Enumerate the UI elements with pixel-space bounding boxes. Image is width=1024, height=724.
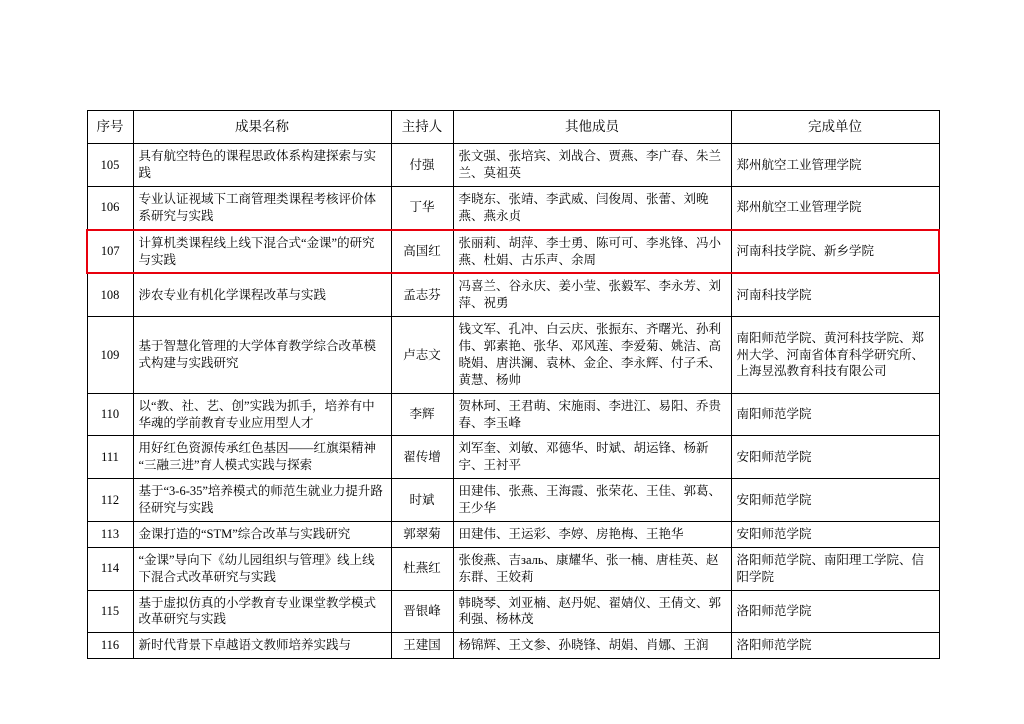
- cell-host: 郭翠菊: [391, 521, 453, 547]
- cell-members: 张俊燕、吉заль、康耀华、张一楠、唐桂英、赵东群、王姣莉: [453, 547, 731, 590]
- cell-host: 王建国: [391, 633, 453, 659]
- cell-no: 116: [87, 633, 133, 659]
- cell-members: 韩晓琴、刘亚楠、赵丹妮、翟婧仪、王倩文、郭利强、杨林茂: [453, 590, 731, 633]
- column-header-members: 其他成员: [453, 111, 731, 144]
- cell-unit: 河南科技学院、新乡学院: [731, 230, 939, 274]
- cell-no: 114: [87, 547, 133, 590]
- cell-host: 翟传增: [391, 436, 453, 479]
- cell-unit: 郑州航空工业管理学院: [731, 144, 939, 187]
- cell-unit: 洛阳师范学院、南阳理工学院、信阳学院: [731, 547, 939, 590]
- cell-no: 106: [87, 186, 133, 229]
- cell-name: 用好红色资源传承红色基因——红旗渠精神“三融三进”育人模式实践与探索: [133, 436, 391, 479]
- cell-no: 112: [87, 479, 133, 522]
- cell-host: 时斌: [391, 479, 453, 522]
- cell-name: 专业认证视域下工商管理类课程考核评价体系研究与实践: [133, 186, 391, 229]
- cell-unit: 南阳师范学院、黄河科技学院、郑州大学、河南省体育科学研究所、上海昱泓教育科技有限公司: [731, 317, 939, 394]
- cell-unit: 安阳师范学院: [731, 479, 939, 522]
- cell-name: 金课打造的“STM”综合改革与实践研究: [133, 521, 391, 547]
- table-row: [87, 479, 939, 522]
- table-row: [87, 633, 939, 659]
- cell-members: 张文强、张培宾、刘战合、贾燕、李广春、朱兰兰、莫祖英: [453, 144, 731, 187]
- cell-unit: 河南科技学院: [731, 273, 939, 316]
- cell-no: 115: [87, 590, 133, 633]
- cell-host: 李辉: [391, 393, 453, 436]
- cell-members: 田建伟、张燕、王海霞、张荣花、王佳、郭葛、王少华: [453, 479, 731, 522]
- cell-members: 田建伟、王运彩、李婷、房艳梅、王艳华: [453, 521, 731, 547]
- table-row-highlighted: [87, 230, 939, 274]
- table-header-row: [87, 111, 939, 144]
- table-row: [87, 436, 939, 479]
- cell-host: 晋银峰: [391, 590, 453, 633]
- table-row: [87, 590, 939, 633]
- table-row: [87, 317, 939, 394]
- cell-members: 张丽莉、胡萍、李士勇、陈可可、李兆锋、冯小燕、杜娟、古乐声、余周: [453, 230, 731, 274]
- cell-no: 107: [87, 230, 133, 274]
- cell-name: 涉农专业有机化学课程改革与实践: [133, 273, 391, 316]
- cell-members: 李晓东、张靖、李武威、闫俊周、张蕾、刘晚燕、燕永贞: [453, 186, 731, 229]
- column-header-host: 主持人: [391, 111, 453, 144]
- cell-name: 以“教、社、艺、创”实践为抓手，培养有中华魂的学前教育专业应用型人才: [133, 393, 391, 436]
- cell-name: 基于虚拟仿真的小学教育专业课堂教学模式改革研究与实践: [133, 590, 391, 633]
- table-row: [87, 186, 939, 229]
- cell-unit: 郑州航空工业管理学院: [731, 186, 939, 229]
- column-header-name: 成果名称: [133, 111, 391, 144]
- cell-members: 刘军奎、刘敏、邓德华、时斌、胡运锋、杨新宇、王衬平: [453, 436, 731, 479]
- cell-members: 钱文军、孔冲、白云庆、张振东、齐曙光、孙利伟、郭素艳、张华、邓风莲、李爱菊、姚洁、高晓娟、唐洪澜、袁林、金企、李永辉、付子禾、黄慧、杨帅: [453, 317, 731, 394]
- column-header-no: 序号: [87, 111, 133, 144]
- cell-unit: 安阳师范学院: [731, 436, 939, 479]
- table-row: [87, 547, 939, 590]
- table-row: [87, 521, 939, 547]
- cell-name: 计算机类课程线上线下混合式“金课”的研究与实践: [133, 230, 391, 274]
- cell-host: 高国红: [391, 230, 453, 274]
- cell-members: 冯喜兰、谷永庆、姜小莹、张毅军、李永芳、刘萍、祝勇: [453, 273, 731, 316]
- table-row: [87, 144, 939, 187]
- cell-no: 113: [87, 521, 133, 547]
- cell-unit: 洛阳师范学院: [731, 590, 939, 633]
- cell-no: 108: [87, 273, 133, 316]
- cell-unit: 南阳师范学院: [731, 393, 939, 436]
- cell-unit: 洛阳师范学院: [731, 633, 939, 659]
- cell-host: 杜燕红: [391, 547, 453, 590]
- cell-no: 111: [87, 436, 133, 479]
- cell-name: 新时代背景下卓越语文教师培养实践与: [133, 633, 391, 659]
- cell-name: 具有航空特色的课程思政体系构建探索与实践: [133, 144, 391, 187]
- table-row: [87, 273, 939, 316]
- cell-host: 卢志文: [391, 317, 453, 394]
- table-row: [87, 393, 939, 436]
- cell-unit: 安阳师范学院: [731, 521, 939, 547]
- cell-members: 贺林珂、王君萌、宋施雨、李进江、易阳、乔贵春、李玉峰: [453, 393, 731, 436]
- cell-name: 基于智慧化管理的大学体育教学综合改革模式构建与实践研究: [133, 317, 391, 394]
- cell-no: 110: [87, 393, 133, 436]
- cell-no: 105: [87, 144, 133, 187]
- cell-name: 基于“3-6-35”培养模式的师范生就业力提升路径研究与实践: [133, 479, 391, 522]
- column-header-unit: 完成单位: [731, 111, 939, 144]
- cell-host: 丁华: [391, 186, 453, 229]
- cell-host: 付强: [391, 144, 453, 187]
- cell-members: 杨锦辉、王文参、孙晓锋、胡娟、肖娜、王润: [453, 633, 731, 659]
- cell-no: 109: [87, 317, 133, 394]
- cell-host: 孟志芬: [391, 273, 453, 316]
- results-table: [86, 110, 940, 659]
- results-table-container: [86, 110, 938, 659]
- cell-name: “金课”导向下《幼儿园组织与管理》线上线下混合式改革研究与实践: [133, 547, 391, 590]
